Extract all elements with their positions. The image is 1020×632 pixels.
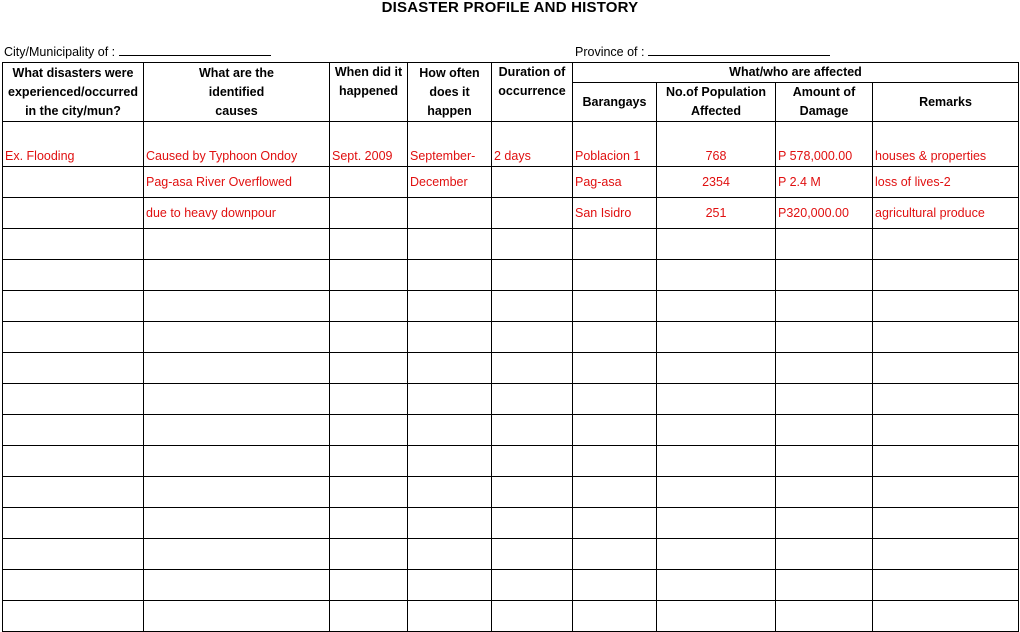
cell-disaster-blank[interactable]: [3, 384, 144, 415]
cell-barangay-blank[interactable]: [573, 570, 657, 601]
cell-disaster[interactable]: [3, 198, 144, 229]
cell-disaster-blank[interactable]: [3, 508, 144, 539]
cell-cause-blank[interactable]: [144, 601, 330, 632]
cell-disaster[interactable]: Ex. Flooding: [3, 122, 144, 167]
cell-how-often-blank[interactable]: [408, 477, 492, 508]
cell-when[interactable]: [330, 167, 408, 198]
cell-remarks-blank[interactable]: [873, 477, 1019, 508]
cell-when-blank[interactable]: [330, 353, 408, 384]
cell-duration-blank[interactable]: [492, 508, 573, 539]
cell-remarks-blank[interactable]: [873, 539, 1019, 570]
cell-duration[interactable]: 2 days: [492, 122, 573, 167]
cell-population-blank[interactable]: [657, 570, 776, 601]
cell-how-often-blank[interactable]: [408, 601, 492, 632]
province-label: Province of :: [575, 45, 645, 59]
cell-remarks-blank[interactable]: [873, 570, 1019, 601]
cell-when-blank[interactable]: [330, 570, 408, 601]
cell-population-blank[interactable]: [657, 353, 776, 384]
cell-barangay-blank[interactable]: [573, 477, 657, 508]
cell-how-often[interactable]: September-: [408, 122, 492, 167]
cell-disaster-blank[interactable]: [3, 291, 144, 322]
table-row-blank: [3, 353, 1019, 384]
cell-duration-blank[interactable]: [492, 601, 573, 632]
cell-remarks-blank[interactable]: [873, 260, 1019, 291]
cell-barangay-blank[interactable]: [573, 260, 657, 291]
cell-cause-blank[interactable]: [144, 260, 330, 291]
cell-duration-blank[interactable]: [492, 260, 573, 291]
cell-disaster-blank[interactable]: [3, 446, 144, 477]
cell-how-often-blank[interactable]: [408, 260, 492, 291]
table-row-blank: [3, 508, 1019, 539]
cell-population-blank[interactable]: [657, 415, 776, 446]
cell-disaster-blank[interactable]: [3, 601, 144, 632]
cell-damage-blank[interactable]: [776, 229, 873, 260]
cell-barangay-blank[interactable]: [573, 322, 657, 353]
cell-population-blank[interactable]: [657, 601, 776, 632]
cell-cause-blank[interactable]: [144, 539, 330, 570]
cell-duration[interactable]: [492, 167, 573, 198]
cell-when-blank[interactable]: [330, 477, 408, 508]
cell-duration[interactable]: [492, 198, 573, 229]
table-row-blank: [3, 570, 1019, 601]
cell-population-blank[interactable]: [657, 322, 776, 353]
cell-remarks[interactable]: agricultural produce: [873, 198, 1019, 229]
cell-when-blank[interactable]: [330, 539, 408, 570]
table-body: [3, 122, 1019, 632]
cell-damage-blank[interactable]: [776, 446, 873, 477]
cell-population-blank[interactable]: [657, 477, 776, 508]
cell-disaster-blank[interactable]: [3, 477, 144, 508]
cell-how-often-blank[interactable]: [408, 322, 492, 353]
cell-cause[interactable]: Pag-asa River Overflowed: [144, 167, 330, 198]
cell-cause-blank[interactable]: [144, 384, 330, 415]
header-damage: [776, 83, 873, 122]
cell-when[interactable]: Sept. 2009: [330, 122, 408, 167]
header-how-often-line3: happen: [427, 103, 472, 118]
cell-damage-blank[interactable]: [776, 539, 873, 570]
header-affected-group: What/who are affected: [573, 63, 1019, 83]
cell-population-blank[interactable]: [657, 291, 776, 322]
header-causes-line2: identified: [208, 84, 265, 99]
table-row: [3, 198, 1019, 229]
table-row-blank: [3, 260, 1019, 291]
city-field: [4, 45, 271, 59]
cell-disaster-blank[interactable]: [3, 539, 144, 570]
cell-how-often[interactable]: [408, 198, 492, 229]
header-population-line2: Affected: [690, 104, 741, 118]
cell-cause-blank[interactable]: [144, 353, 330, 384]
cell-cause-blank[interactable]: [144, 477, 330, 508]
header-how-often: [408, 63, 492, 122]
cell-when-blank[interactable]: [330, 229, 408, 260]
cell-damage-blank[interactable]: [776, 260, 873, 291]
cell-barangay-blank[interactable]: [573, 229, 657, 260]
header-how-often-line1: How often: [419, 65, 480, 80]
cell-duration-blank[interactable]: [492, 477, 573, 508]
cell-population-blank[interactable]: [657, 229, 776, 260]
cell-cause[interactable]: Caused by Typhoon Ondoy: [144, 122, 330, 167]
table-row-blank: [3, 539, 1019, 570]
cell-barangay[interactable]: Poblacion 1: [573, 122, 657, 167]
table-row-blank: [3, 415, 1019, 446]
table-row: [3, 167, 1019, 198]
cell-damage-blank[interactable]: [776, 477, 873, 508]
cell-cause-blank[interactable]: [144, 291, 330, 322]
city-blank-line[interactable]: [119, 46, 271, 56]
cell-when-blank[interactable]: [330, 601, 408, 632]
cell-duration-blank[interactable]: [492, 570, 573, 601]
cell-duration-blank[interactable]: [492, 415, 573, 446]
cell-cause-blank[interactable]: [144, 508, 330, 539]
cell-remarks-blank[interactable]: [873, 384, 1019, 415]
cell-remarks-blank[interactable]: [873, 446, 1019, 477]
cell-barangay[interactable]: Pag-asa: [573, 167, 657, 198]
cell-disaster-blank[interactable]: [3, 260, 144, 291]
cell-barangay-blank[interactable]: [573, 539, 657, 570]
cell-damage[interactable]: P 578,000.00: [776, 122, 873, 167]
page-title: DISASTER PROFILE AND HISTORY: [381, 0, 639, 16]
cell-how-often-blank[interactable]: [408, 291, 492, 322]
cell-remarks-blank[interactable]: [873, 508, 1019, 539]
header-population-line1: No.of Population: [666, 85, 766, 99]
header-population: [657, 83, 776, 122]
cell-remarks-blank[interactable]: [873, 322, 1019, 353]
header-remarks: Remarks: [873, 83, 1019, 122]
header-causes-line1: What are the: [198, 65, 274, 80]
cell-damage-blank[interactable]: [776, 384, 873, 415]
cell-when-blank[interactable]: [330, 291, 408, 322]
cell-population-blank[interactable]: [657, 384, 776, 415]
table-row-blank: [3, 291, 1019, 322]
cell-duration-blank[interactable]: [492, 446, 573, 477]
cell-how-often-blank[interactable]: [408, 415, 492, 446]
cell-damage-blank[interactable]: [776, 291, 873, 322]
cell-population[interactable]: 768: [657, 122, 776, 167]
cell-barangay-blank[interactable]: [573, 384, 657, 415]
cell-damage[interactable]: P 2.4 M: [776, 167, 873, 198]
city-label: City/Municipality of :: [4, 45, 116, 59]
cell-remarks-blank[interactable]: [873, 229, 1019, 260]
cell-population-blank[interactable]: [657, 446, 776, 477]
cell-how-often-blank[interactable]: [408, 539, 492, 570]
header-disasters-line1: What disasters were: [12, 65, 134, 80]
cell-how-often-blank[interactable]: [408, 229, 492, 260]
cell-remarks-blank[interactable]: [873, 601, 1019, 632]
cell-cause-blank[interactable]: [144, 322, 330, 353]
disaster-table: [2, 62, 1019, 632]
header-disasters: [3, 63, 144, 122]
cell-when-blank[interactable]: [330, 322, 408, 353]
cell-duration-blank[interactable]: [492, 322, 573, 353]
table-row-blank: [3, 477, 1019, 508]
header-causes-line3: causes: [215, 103, 258, 118]
cell-when[interactable]: [330, 198, 408, 229]
table-row-blank: [3, 601, 1019, 632]
cell-when-blank[interactable]: [330, 508, 408, 539]
header-how-often-line2: does it: [429, 84, 470, 99]
header-when-line1: When did it: [334, 65, 403, 79]
cell-disaster-blank[interactable]: [3, 415, 144, 446]
cell-population-blank[interactable]: [657, 539, 776, 570]
province-field: [575, 45, 830, 59]
cell-when-blank[interactable]: [330, 384, 408, 415]
cell-duration-blank[interactable]: [492, 539, 573, 570]
header-causes: [144, 63, 330, 122]
cell-damage-blank[interactable]: [776, 415, 873, 446]
header-when-line2: happened: [338, 84, 399, 98]
header-damage-line1: Amount of: [792, 85, 856, 99]
table-row-blank: [3, 384, 1019, 415]
cell-population-blank[interactable]: [657, 508, 776, 539]
cell-barangay-blank[interactable]: [573, 446, 657, 477]
cell-cause[interactable]: due to heavy downpour: [144, 198, 330, 229]
header-barangays: Barangays: [573, 83, 657, 122]
cell-remarks-blank[interactable]: [873, 291, 1019, 322]
header-duration-line1: Duration of: [498, 65, 566, 79]
cell-disaster[interactable]: [3, 167, 144, 198]
cell-population-blank[interactable]: [657, 260, 776, 291]
cell-duration-blank[interactable]: [492, 384, 573, 415]
cell-barangay-blank[interactable]: [573, 415, 657, 446]
province-blank-line[interactable]: [648, 46, 830, 56]
header-duration: [492, 63, 573, 122]
cell-damage[interactable]: P320,000.00: [776, 198, 873, 229]
header-disasters-line3: in the city/mun?: [25, 103, 121, 118]
cell-duration-blank[interactable]: [492, 291, 573, 322]
cell-duration-blank[interactable]: [492, 353, 573, 384]
table-row-blank: [3, 322, 1019, 353]
cell-how-often-blank[interactable]: [408, 384, 492, 415]
cell-how-often-blank[interactable]: [408, 508, 492, 539]
cell-remarks[interactable]: houses & properties: [873, 122, 1019, 167]
cell-barangay-blank[interactable]: [573, 353, 657, 384]
cell-when-blank[interactable]: [330, 260, 408, 291]
header-damage-line2: Damage: [799, 104, 849, 118]
cell-damage-blank[interactable]: [776, 322, 873, 353]
cell-how-often[interactable]: December: [408, 167, 492, 198]
cell-population[interactable]: 2354: [657, 167, 776, 198]
cell-barangay[interactable]: San Isidro: [573, 198, 657, 229]
header-duration-line2: occurrence: [498, 84, 566, 98]
table-row-blank: [3, 229, 1019, 260]
cell-cause-blank[interactable]: [144, 446, 330, 477]
cell-when-blank[interactable]: [330, 446, 408, 477]
cell-damage-blank[interactable]: [776, 601, 873, 632]
cell-remarks-blank[interactable]: [873, 353, 1019, 384]
cell-disaster-blank[interactable]: [3, 322, 144, 353]
cell-barangay-blank[interactable]: [573, 601, 657, 632]
cell-how-often-blank[interactable]: [408, 570, 492, 601]
cell-damage-blank[interactable]: [776, 353, 873, 384]
cell-damage-blank[interactable]: [776, 570, 873, 601]
cell-population[interactable]: 251: [657, 198, 776, 229]
table-row: [3, 122, 1019, 167]
table-row-blank: [3, 446, 1019, 477]
cell-barangay-blank[interactable]: [573, 291, 657, 322]
cell-damage-blank[interactable]: [776, 508, 873, 539]
cell-cause-blank[interactable]: [144, 415, 330, 446]
cell-remarks[interactable]: loss of lives-2: [873, 167, 1019, 198]
cell-duration-blank[interactable]: [492, 229, 573, 260]
cell-how-often-blank[interactable]: [408, 353, 492, 384]
cell-disaster-blank[interactable]: [3, 570, 144, 601]
cell-cause-blank[interactable]: [144, 229, 330, 260]
cell-when-blank[interactable]: [330, 415, 408, 446]
cell-remarks-blank[interactable]: [873, 415, 1019, 446]
cell-how-often-blank[interactable]: [408, 446, 492, 477]
cell-disaster-blank[interactable]: [3, 229, 144, 260]
header-disasters-line2: experienced/occurred: [8, 84, 138, 99]
cell-cause-blank[interactable]: [144, 570, 330, 601]
header-when: [330, 63, 408, 122]
cell-barangay-blank[interactable]: [573, 508, 657, 539]
cell-disaster-blank[interactable]: [3, 353, 144, 384]
